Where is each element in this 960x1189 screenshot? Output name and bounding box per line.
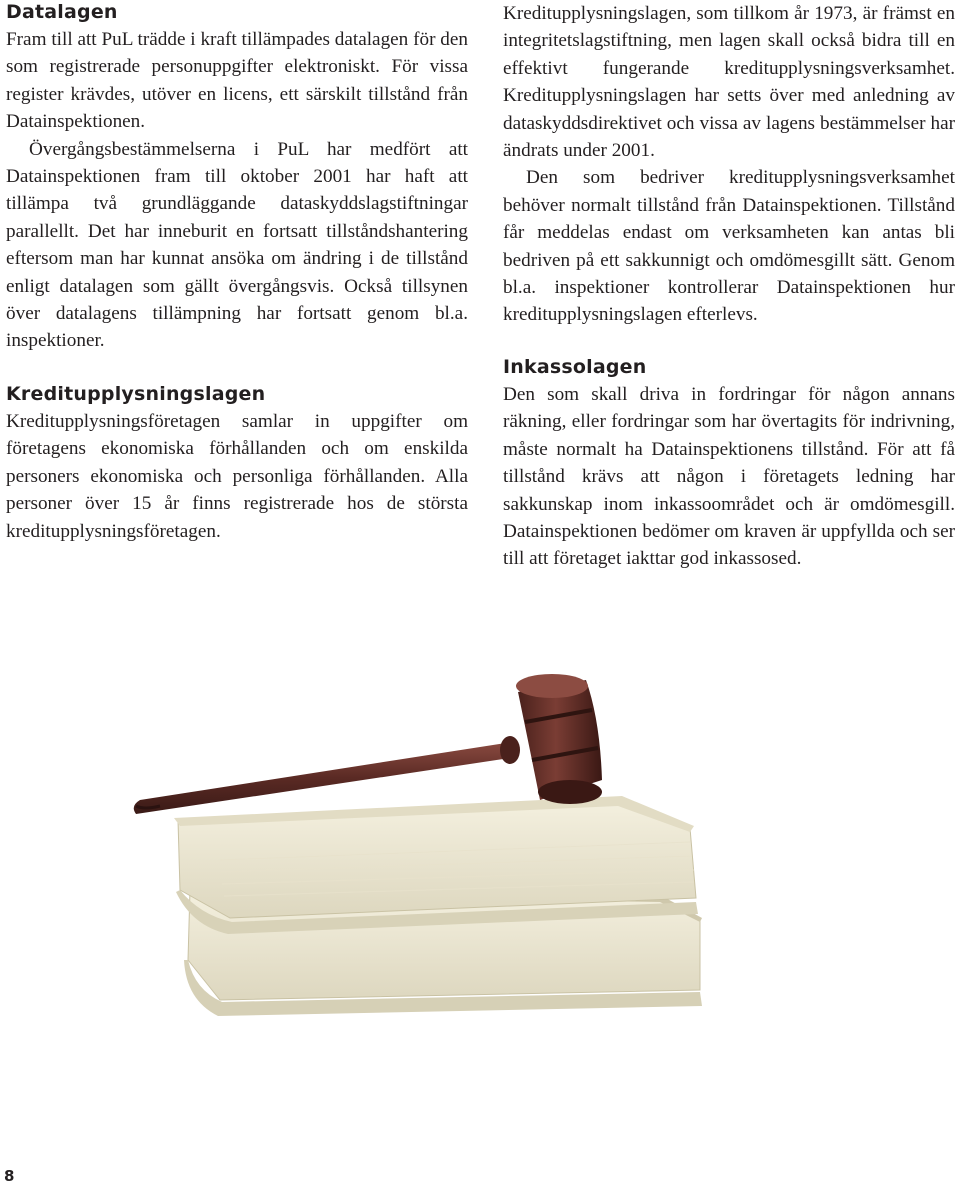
paragraph-datalagen-2: Övergångsbestämmelserna i PuL har medfört att Datainspektionen fram till oktober 2001 har haft att tillämpa två grundläggande dataskyddslagstiftningar parallellt. Det har inneburit en fortsatt tillståndshantering eftersom man har kunnat ansöka om ändring i de tillstånd enligt datalagen som gällt övergångsvis. Också tillsynen över datalagens tillämpning har fortsatt genom bl.a. inspektioner. bbox=[6, 138, 468, 352]
page-number: 8 bbox=[4, 1167, 15, 1185]
upper-book bbox=[174, 796, 698, 934]
paragraph-kredit-1: Kreditupplysningsföretagen samlar in uppgifter om företagens ekonomiska förhållanden och om enskilda personers ekonomiska och personliga förhållanden. Alla personer över 15 år finns registrerade hos de största kreditupplysningsföretagen. bbox=[6, 410, 468, 542]
heading-datalagen: Datalagen bbox=[6, 1, 118, 23]
paragraph-inkasso-1: Den som skall driva in fordringar för någon annans räkning, eller fordringar som har övertagits för indrivning, måste normalt ha Datainspektionens tillstånd. För att få tillstånd krävs att någon i företagets ledning har sakkunskap inom inkassoområdet och är omdömesgill. Datainspektionen bedömer om kraven är uppfyllda och ser till att företaget iakttar god inkassosed. bbox=[503, 383, 955, 570]
gavel-on-books-image bbox=[100, 660, 720, 1030]
heading-kreditupplysningslagen: Kreditupplysningslagen bbox=[6, 382, 266, 405]
right-column bbox=[503, 0, 955, 573]
paragraph-kredit-2: Kreditupplysningslagen, som tillkom år 1973, är främst en integritetslagstiftning, men lagen skall också bidra till en effektivt fungerande kreditupplysningsverksamhet. Kreditupplysningslagen har setts över med anledning av dataskyddsdirektivet och vissa av lagens bestämmelser har ändrats under 2001. bbox=[503, 3, 955, 162]
heading-inkassolagen: Inkassolagen bbox=[503, 355, 647, 378]
paragraph-datalagen-1: Fram till att PuL trädde i kraft tillämpades datalagen för den som registrerade personuppgifter elektroniskt. För vissa register krävdes, utöver en licens, ett särskilt tillstånd från Datainspektionen. bbox=[6, 29, 468, 133]
left-column bbox=[6, 0, 468, 545]
gavel bbox=[134, 674, 602, 814]
paragraph-kredit-3: Den som bedriver kreditupplysningsverksamhet behöver normalt tillstånd från Datainspektionen. Tillstånd får meddelas endast om verksamheten kan antas bli bedriven på ett sakkunnigt och omdömesgillt sätt. Genom bl.a. inspektioner kontrollerar Datainspektionen hur kreditupplysningslagen efterlevs. bbox=[503, 167, 955, 326]
